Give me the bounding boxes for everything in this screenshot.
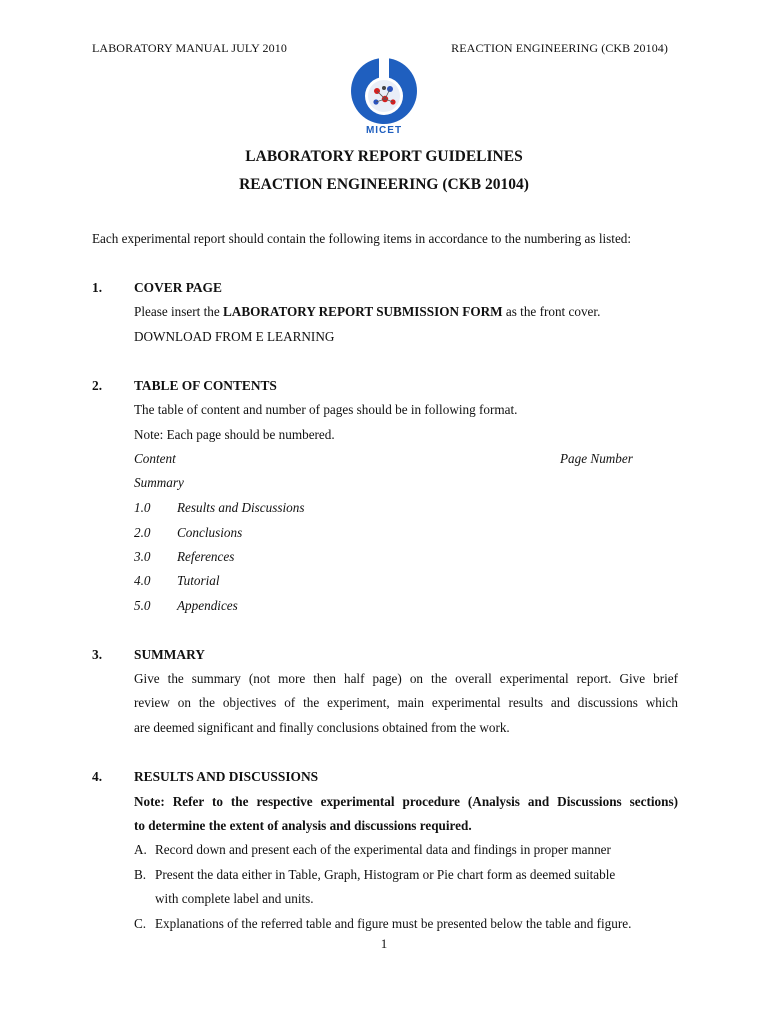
logo-text: MICET (365, 125, 403, 136)
toc-item-label: References (177, 549, 235, 564)
results-item-letter: C. (134, 916, 147, 931)
toc-item-num: 5.0 (134, 598, 151, 613)
toc-item-label: Tutorial (177, 573, 220, 588)
results-note-line2: to determine the extent of analysis and discussions required. (134, 818, 472, 833)
results-note-line1: Note: Refer to the respective experimental procedure (Analysis and Discussions sections) (134, 794, 678, 809)
toc-item-label: Appendices (177, 598, 238, 613)
section-2-title: TABLE OF CONTENTS (134, 378, 277, 393)
toc-item-num: 1.0 (134, 500, 151, 515)
toc-col-page-number: Page Number (560, 451, 633, 466)
section-1-line2: DOWNLOAD FROM E LEARNING (134, 329, 335, 344)
cover-form-name: LABORATORY REPORT SUBMISSION FORM (223, 304, 503, 319)
cover-post: as the front cover. (502, 304, 601, 319)
section-1-title: COVER PAGE (134, 280, 222, 295)
toc-item-num: 4.0 (134, 573, 151, 588)
results-item-letter: A. (134, 842, 147, 857)
section-4-number: 4. (92, 769, 103, 784)
results-item-letter: B. (134, 867, 147, 882)
toc-col-content: Content (134, 451, 176, 466)
toc-item-num: 3.0 (134, 549, 151, 564)
section-3-title: SUMMARY (134, 647, 205, 662)
header-right: REACTION ENGINEERING (CKB 20104) (451, 41, 668, 55)
summary-line: review on the objectives of the experiment, main experimental results and discussions which (134, 695, 678, 710)
section-2-line1: The table of content and number of pages should be in following format. (134, 402, 518, 417)
summary-line: Give the summary (not more then half page) on the overall experimental report. Give brief (134, 671, 678, 686)
section-1-number: 1. (92, 280, 103, 295)
doc-title-line1: LABORATORY REPORT GUIDELINES (245, 148, 523, 165)
results-item-text: with complete label and units. (155, 891, 314, 906)
intro-text: Each experimental report should contain the following items in accordance to the numbering as listed: (92, 231, 632, 246)
toc-item-num: 2.0 (134, 525, 151, 540)
doc-title-line2: REACTION ENGINEERING (CKB 20104) (239, 176, 529, 193)
results-item-text: Explanations of the referred table and figure must be presented below the table and figure. (155, 916, 632, 931)
toc-item-label: Conclusions (177, 525, 243, 540)
summary-line: are deemed significant and finally conclusions obtained from the work. (134, 720, 510, 735)
results-item-text: Record down and present each of the experimental data and findings in proper manner (155, 842, 611, 857)
section-4-title: RESULTS AND DISCUSSIONS (134, 769, 319, 784)
results-item-text: Present the data either in Table, Graph, Histogram or Pie chart form as deemed suitable (155, 867, 616, 882)
toc-item-label: Results and Discussions (177, 500, 305, 515)
cover-pre: Please insert the (134, 304, 223, 319)
section-2-line2: Note: Each page should be numbered. (134, 427, 335, 442)
header-left: LABORATORY MANUAL JULY 2010 (92, 41, 287, 55)
section-2-number: 2. (92, 378, 103, 393)
micet-logo (349, 58, 419, 138)
section-3-number: 3. (92, 647, 103, 662)
section-1-line1 (134, 304, 600, 320)
page-number: 1 (380, 936, 388, 951)
toc-summary: Summary (134, 475, 184, 490)
